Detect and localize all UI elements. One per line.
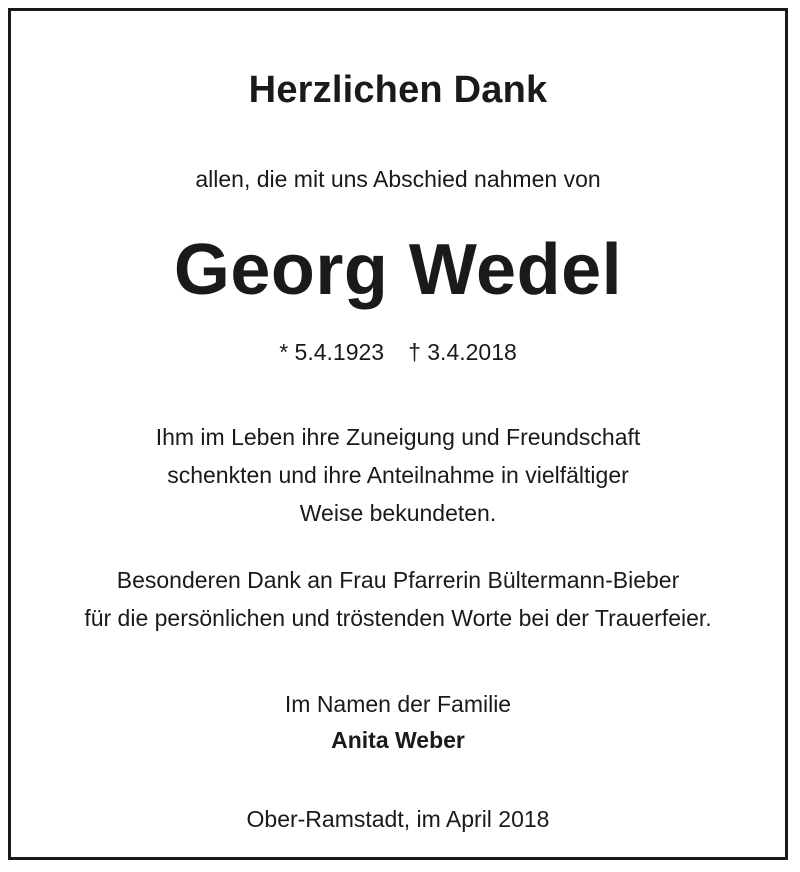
life-dates <box>11 339 785 366</box>
family-line: Im Namen der Familie <box>284 691 512 717</box>
special-thanks-paragraph <box>11 561 785 637</box>
paragraph-line: für die persönlichen und tröstenden Worte bei der Trauerfeier. <box>84 605 712 631</box>
family-signature <box>11 686 785 758</box>
notice-heading: Herzlichen Dank <box>248 69 548 111</box>
death-date: † 3.4.2018 <box>408 339 517 365</box>
birth-date: * 5.4.1923 <box>279 339 385 365</box>
paragraph-line: Weise bekundeten. <box>299 500 497 526</box>
thanks-paragraph <box>11 418 785 532</box>
paragraph-line: Besonderen Dank an Frau Pfarrerin Bültermann-Bieber <box>116 567 680 593</box>
notice-frame <box>8 8 788 860</box>
paragraph-line: Ihm im Leben ihre Zuneigung und Freundschaft <box>155 424 641 450</box>
deceased-name: Georg Wedel <box>173 230 623 310</box>
paragraph-line: schenkten und ihre Anteilnahme in vielfältiger <box>167 462 629 488</box>
place-date: Ober-Ramstadt, im April 2018 <box>246 806 550 832</box>
signer-name: Anita Weber <box>331 727 465 753</box>
intro-text: allen, die mit uns Abschied nahmen von <box>195 166 601 192</box>
